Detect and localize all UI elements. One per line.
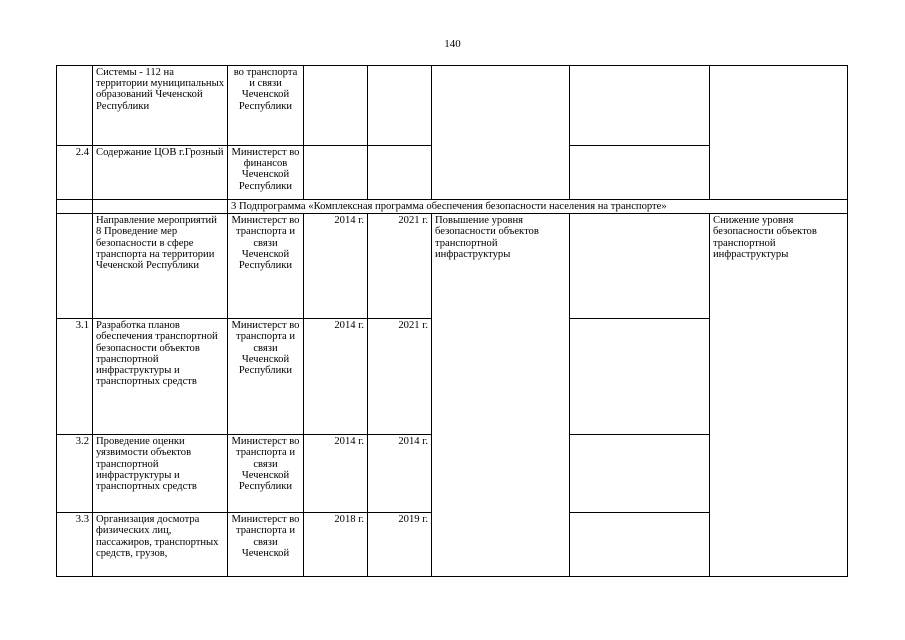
subprogram-row xyxy=(57,200,848,214)
expected-result-cell xyxy=(432,66,570,200)
result-blank-cell xyxy=(570,319,710,435)
executor: Министерст во транспорта и связи Чеченской Республики xyxy=(228,319,304,435)
measure-name: Направление мероприятий 8 Проведение мер безопасности в сфере транспорта на территории Чеченской Республики xyxy=(93,214,228,319)
end-year: 2021 г. xyxy=(368,319,432,435)
table-row xyxy=(57,214,848,319)
executor: Министерст во финансов Чеченской Республики xyxy=(228,146,304,200)
row-number: 3.1 xyxy=(57,319,93,435)
executor: во транспорта и связи Чеченской Республики xyxy=(228,66,304,146)
executor: Министерст во транспорта и связи Чеченской Республики xyxy=(228,214,304,319)
consequence-cell xyxy=(710,66,848,200)
start-year xyxy=(304,66,368,146)
row-number: 3.3 xyxy=(57,513,93,577)
row-number xyxy=(57,66,93,146)
start-year: 2014 г. xyxy=(304,319,368,435)
executor: Министерст во транспорта и связи Чеченской Республики xyxy=(228,435,304,513)
measure-name: Системы - 112 на территории муниципальных образований Чеченской Республики xyxy=(93,66,228,146)
end-year: 2021 г. xyxy=(368,214,432,319)
measure-name: Содержание ЦОВ г.Грозный xyxy=(93,146,228,200)
result-blank-cell xyxy=(570,214,710,319)
executor: Министерст во транспорта и связи Чеченской xyxy=(228,513,304,577)
result-blank-cell xyxy=(570,66,710,146)
start-year: 2014 г. xyxy=(304,435,368,513)
result-blank-cell xyxy=(570,513,710,577)
subprogram-blank-cell xyxy=(93,200,228,214)
end-year: 2014 г. xyxy=(368,435,432,513)
measure-name: Проведение оценки уязвимости объектов транспортной инфраструктуры и транспортных средств xyxy=(93,435,228,513)
program-table xyxy=(56,65,848,577)
end-year: 2019 г. xyxy=(368,513,432,577)
measure-name: Организация досмотра физических лиц, пассажиров, транспортных средств, грузов, xyxy=(93,513,228,577)
start-year xyxy=(304,146,368,200)
page-number: 140 xyxy=(444,38,461,50)
start-year: 2014 г. xyxy=(304,214,368,319)
consequence: Снижение уровня безопасности объектов транспортной инфраструктуры xyxy=(710,214,848,577)
subprogram-num-cell xyxy=(57,200,93,214)
result-blank-cell xyxy=(570,435,710,513)
subprogram-title: 3 Подпрограмма «Комплексная программа обеспечения безопасности населения на транспорте» xyxy=(228,200,848,214)
end-year xyxy=(368,66,432,146)
end-year xyxy=(368,146,432,200)
row-number xyxy=(57,214,93,319)
expected-result: Повышение уровня безопасности объектов транспортной инфраструктуры xyxy=(432,214,570,577)
start-year: 2018 г. xyxy=(304,513,368,577)
result-blank-cell xyxy=(570,146,710,200)
row-number: 2.4 xyxy=(57,146,93,200)
row-number: 3.2 xyxy=(57,435,93,513)
measure-name: Разработка планов обеспечения транспортной безопасности объектов транспортной инфраструктуры и транспортных средств xyxy=(93,319,228,435)
table-row xyxy=(57,66,848,146)
